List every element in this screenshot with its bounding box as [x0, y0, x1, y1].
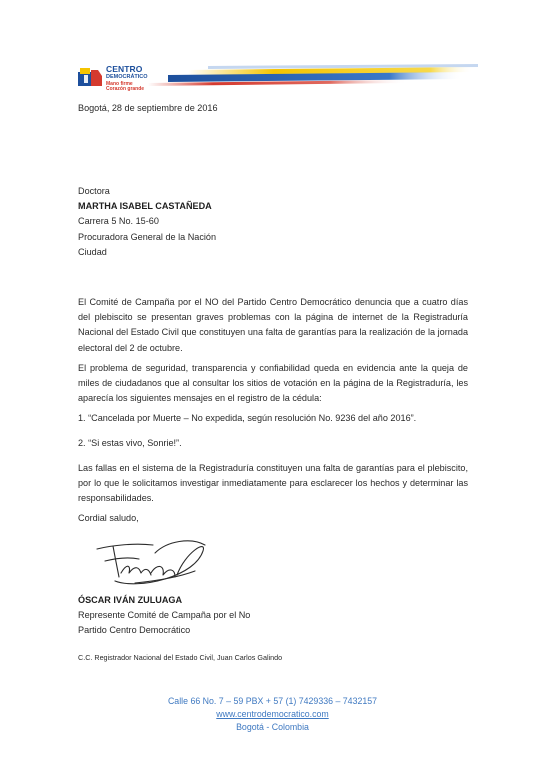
body-paragraph-1: El Comité de Campaña por el NO del Partido Centro Democrático denuncia que a cuatro días del plebiscito se presentan graves problemas con la página de internet de la Registraduría Nacional del Estado Civil que constituyen una falta de garantías para la realización de la jornada electoral del 2 de octubre.: [78, 297, 468, 353]
footer-address: Calle 66 No. 7 – 59 PBX + 57 (1) 7429336 – 7432157: [167, 696, 378, 706]
addressee-position: Procuradora General de la Nación: [78, 231, 217, 242]
addressee-title: Doctora: [78, 186, 110, 196]
header-stripe: [148, 64, 478, 94]
footer-website-link[interactable]: www.centrodemocratico.com: [216, 709, 329, 720]
addressee-address: Carrera 5 No. 15-60: [78, 216, 159, 227]
signer-role-line1: Represente Comité de Campaña por el No: [78, 610, 251, 621]
logo-slogan-line2: Corazón grande: [106, 86, 145, 92]
signer-role-line2: Partido Centro Democrático: [78, 625, 191, 636]
list-item-2: 2. “Si estas vivo, Sonrie!”.: [78, 438, 182, 448]
signer-name: ÓSCAR IVÁN ZULUAGA: [78, 595, 183, 605]
carbon-copy-note: C.C. Registrador Nacional del Estado Civil, Juan Carlos Galindo: [78, 653, 283, 662]
addressee-city: Ciudad: [78, 246, 107, 257]
signer-block: [78, 593, 250, 639]
logo-name-line2: DEMOCRÁTICO: [106, 73, 148, 80]
logo-slogan-line1: Mano firme: [106, 81, 133, 87]
addressee-name: MARTHA ISABEL CASTAÑEDA: [78, 201, 212, 212]
letter-footer: [0, 695, 545, 735]
addressee-block: [78, 184, 216, 260]
letter-date: Bogotá, 28 de septiembre de 2016: [78, 103, 218, 113]
body-paragraph-2: El problema de seguridad, transparencia y confiabilidad queda en evidencia ante la queja de miles de ciudadanos que al consultar los sitios de votación en la página de la Registraduría, les aparecía los siguientes mensajes en el registro de la cédula:: [78, 363, 468, 404]
footer-city: Bogotá - Colombia: [236, 722, 309, 733]
closing-salutation: Cordial saludo,: [78, 513, 139, 523]
list-item-1: 1. “Cancelada por Muerte – No expedida, según resolución No. 9236 del año 2016”.: [78, 413, 417, 423]
centro-democratico-logo: [78, 64, 478, 94]
body-paragraph-3: Las fallas en el sistema de la Registraduría constituyen una falta de garantías para el plebiscito, por lo que le solicitamos investigar inmediatamente para esclarecer los hechos y determinar las responsabilidades.: [78, 463, 468, 504]
logo-hand-icon: [78, 64, 104, 90]
handwritten-signature: [95, 533, 215, 591]
logo-name-line1: CENTRO: [106, 64, 143, 74]
